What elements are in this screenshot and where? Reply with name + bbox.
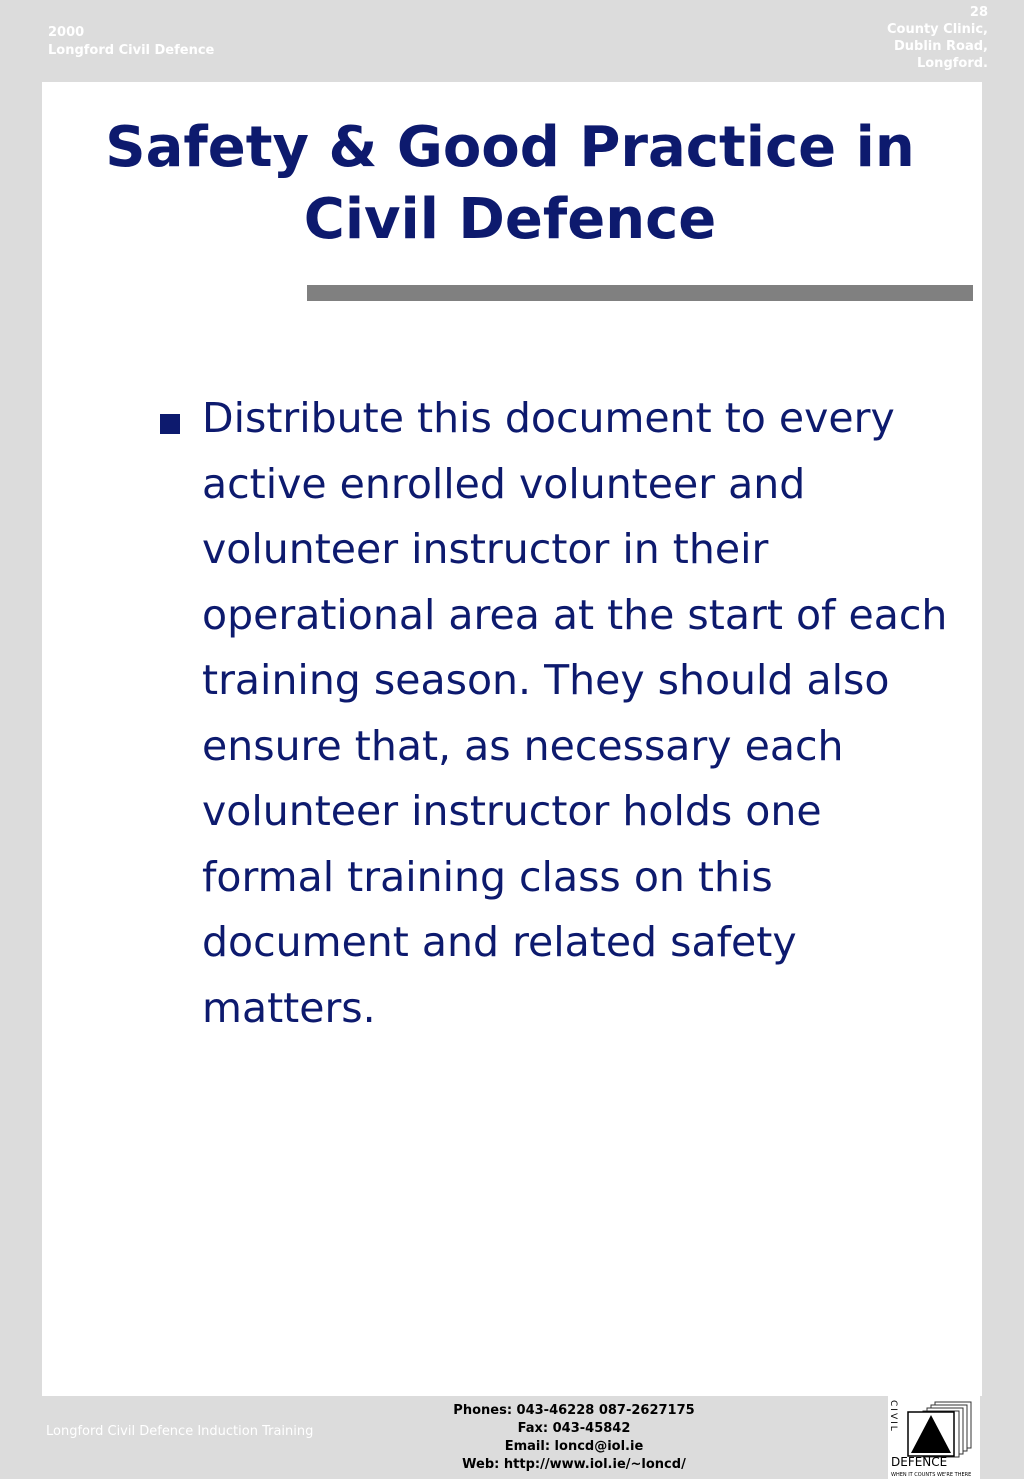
logo-tagline: WHEN IT COUNTS WE'RE THERE: [891, 1472, 972, 1478]
contact-web: Web: http://www.iol.ie/~loncd/: [462, 1457, 686, 1472]
right-margin-band: [982, 0, 1024, 1479]
title-line-2: Civil Defence: [303, 187, 717, 252]
address-line-1: County Clinic,: [886, 22, 988, 37]
address-line-3: Longford.: [916, 56, 988, 71]
civil-defence-logo: [888, 1396, 980, 1479]
header-address: [887, 4, 988, 72]
title-line-1: Safety & Good Practice in: [105, 115, 915, 180]
header-year: 2000: [48, 25, 85, 40]
contact-fax: Fax: 043-45842: [517, 1421, 631, 1436]
address-line-2: Dublin Road,: [893, 39, 988, 54]
left-margin-band: [0, 0, 42, 1479]
slide-title: [60, 112, 960, 256]
logo-word-civil: CIVIL: [888, 1400, 898, 1433]
header-org: Longford Civil Defence: [48, 43, 215, 58]
footer-contact: [434, 1402, 714, 1474]
contact-phones: Phones: 043-46228 087-2627175: [453, 1403, 695, 1418]
address-number: 28: [969, 5, 988, 20]
footer-course: Longford Civil Defence Induction Training: [46, 1424, 314, 1439]
square-bullet-icon: [160, 414, 180, 434]
logo-word-defence: DEFENCE: [891, 1455, 948, 1469]
title-underline-rule: [307, 285, 973, 301]
contact-email: Email: loncd@iol.ie: [504, 1439, 644, 1454]
header-left: [48, 24, 214, 60]
bullet-text: Distribute this document to every active enrolled volunteer and volunteer instructor in their operational area at the start of each training season. They should also ensure that, as necessary each volunteer instructor holds one formal training class on this document and related safety matters.: [202, 394, 948, 1032]
